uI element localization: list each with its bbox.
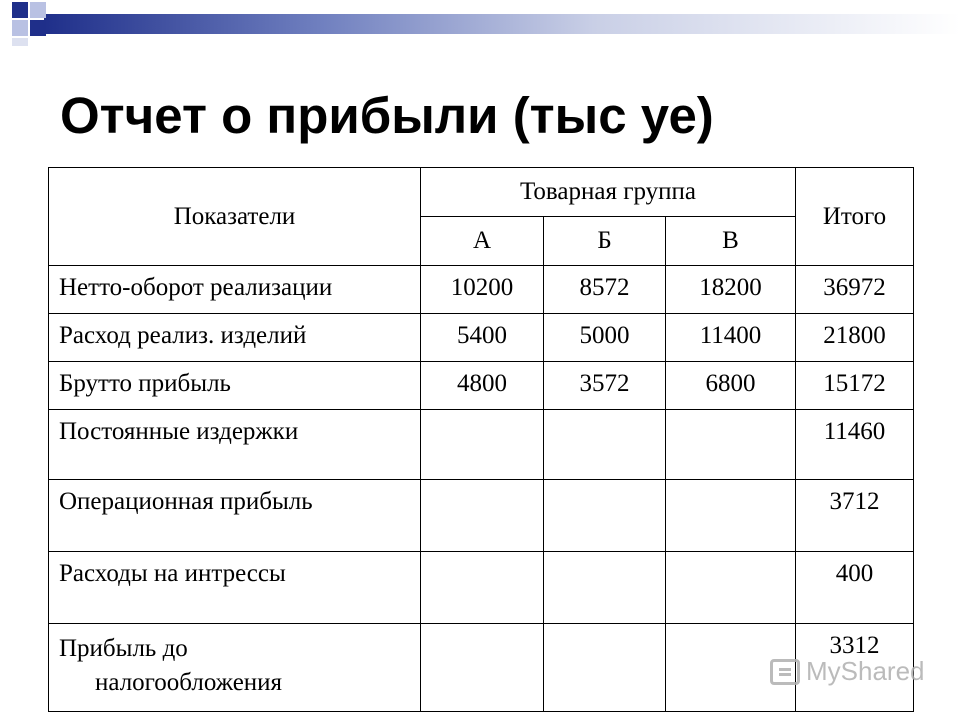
cell-b: 8572 bbox=[544, 266, 666, 314]
slide-header-decoration bbox=[0, 0, 960, 44]
cell-total: 400 bbox=[796, 552, 914, 624]
cell-a: 10200 bbox=[421, 266, 544, 314]
row-label: Операционная прибыль bbox=[49, 480, 421, 552]
cell-a bbox=[421, 410, 544, 480]
cell-b bbox=[544, 624, 666, 712]
cell-b bbox=[544, 480, 666, 552]
header-product-group: Товарная группа bbox=[421, 168, 796, 217]
cell-c bbox=[666, 410, 796, 480]
cell-total: 36972 bbox=[796, 266, 914, 314]
table-row bbox=[49, 410, 914, 480]
cell-c: 18200 bbox=[666, 266, 796, 314]
watermark bbox=[770, 656, 925, 687]
cell-total: 21800 bbox=[796, 314, 914, 362]
header-group-c: В bbox=[666, 217, 796, 266]
slide-title: Отчет о прибыли (тыс уе) bbox=[60, 87, 714, 144]
cell-b: 3572 bbox=[544, 362, 666, 410]
cell-a bbox=[421, 480, 544, 552]
cell-a: 4800 bbox=[421, 362, 544, 410]
cell-total: 11460 bbox=[796, 410, 914, 480]
table-row bbox=[49, 266, 914, 314]
header-square bbox=[30, 20, 46, 36]
table-row bbox=[49, 552, 914, 624]
header-square bbox=[12, 2, 28, 18]
cell-b: 5000 bbox=[544, 314, 666, 362]
row-label-line2: налогообложения bbox=[95, 668, 283, 696]
row-label: Постоянные издержки bbox=[49, 410, 421, 480]
row-label: Расходы на интрессы bbox=[49, 552, 421, 624]
table-row bbox=[49, 480, 914, 552]
watermark-text: MyShared bbox=[806, 656, 925, 686]
header-square bbox=[12, 20, 28, 36]
cell-c bbox=[666, 480, 796, 552]
header-square bbox=[30, 2, 46, 18]
profit-report-table bbox=[48, 167, 914, 712]
header-group-a: А bbox=[421, 217, 544, 266]
header-indicators: Показатели bbox=[49, 168, 421, 266]
cell-c bbox=[666, 552, 796, 624]
header-group-b: Б bbox=[544, 217, 666, 266]
table-row bbox=[49, 362, 914, 410]
table-header-row bbox=[49, 168, 914, 217]
row-label: Расход реализ. изделий bbox=[49, 314, 421, 362]
cell-total: 3312 bbox=[796, 624, 914, 712]
cell-b bbox=[544, 552, 666, 624]
header-gradient-bar bbox=[44, 14, 960, 34]
header-square bbox=[12, 38, 28, 46]
row-label: Нетто-оборот реализации bbox=[49, 266, 421, 314]
cell-total: 3712 bbox=[796, 480, 914, 552]
row-label bbox=[49, 624, 421, 712]
slideshow-icon bbox=[770, 659, 800, 685]
table-row bbox=[49, 314, 914, 362]
cell-a: 5400 bbox=[421, 314, 544, 362]
cell-c: 6800 bbox=[666, 362, 796, 410]
header-total: Итого bbox=[796, 168, 914, 266]
row-label-line1: Прибыль до bbox=[59, 635, 188, 662]
cell-total: 15172 bbox=[796, 362, 914, 410]
cell-c: 11400 bbox=[666, 314, 796, 362]
cell-a bbox=[421, 624, 544, 712]
cell-a bbox=[421, 552, 544, 624]
cell-b bbox=[544, 410, 666, 480]
row-label: Брутто прибыль bbox=[49, 362, 421, 410]
